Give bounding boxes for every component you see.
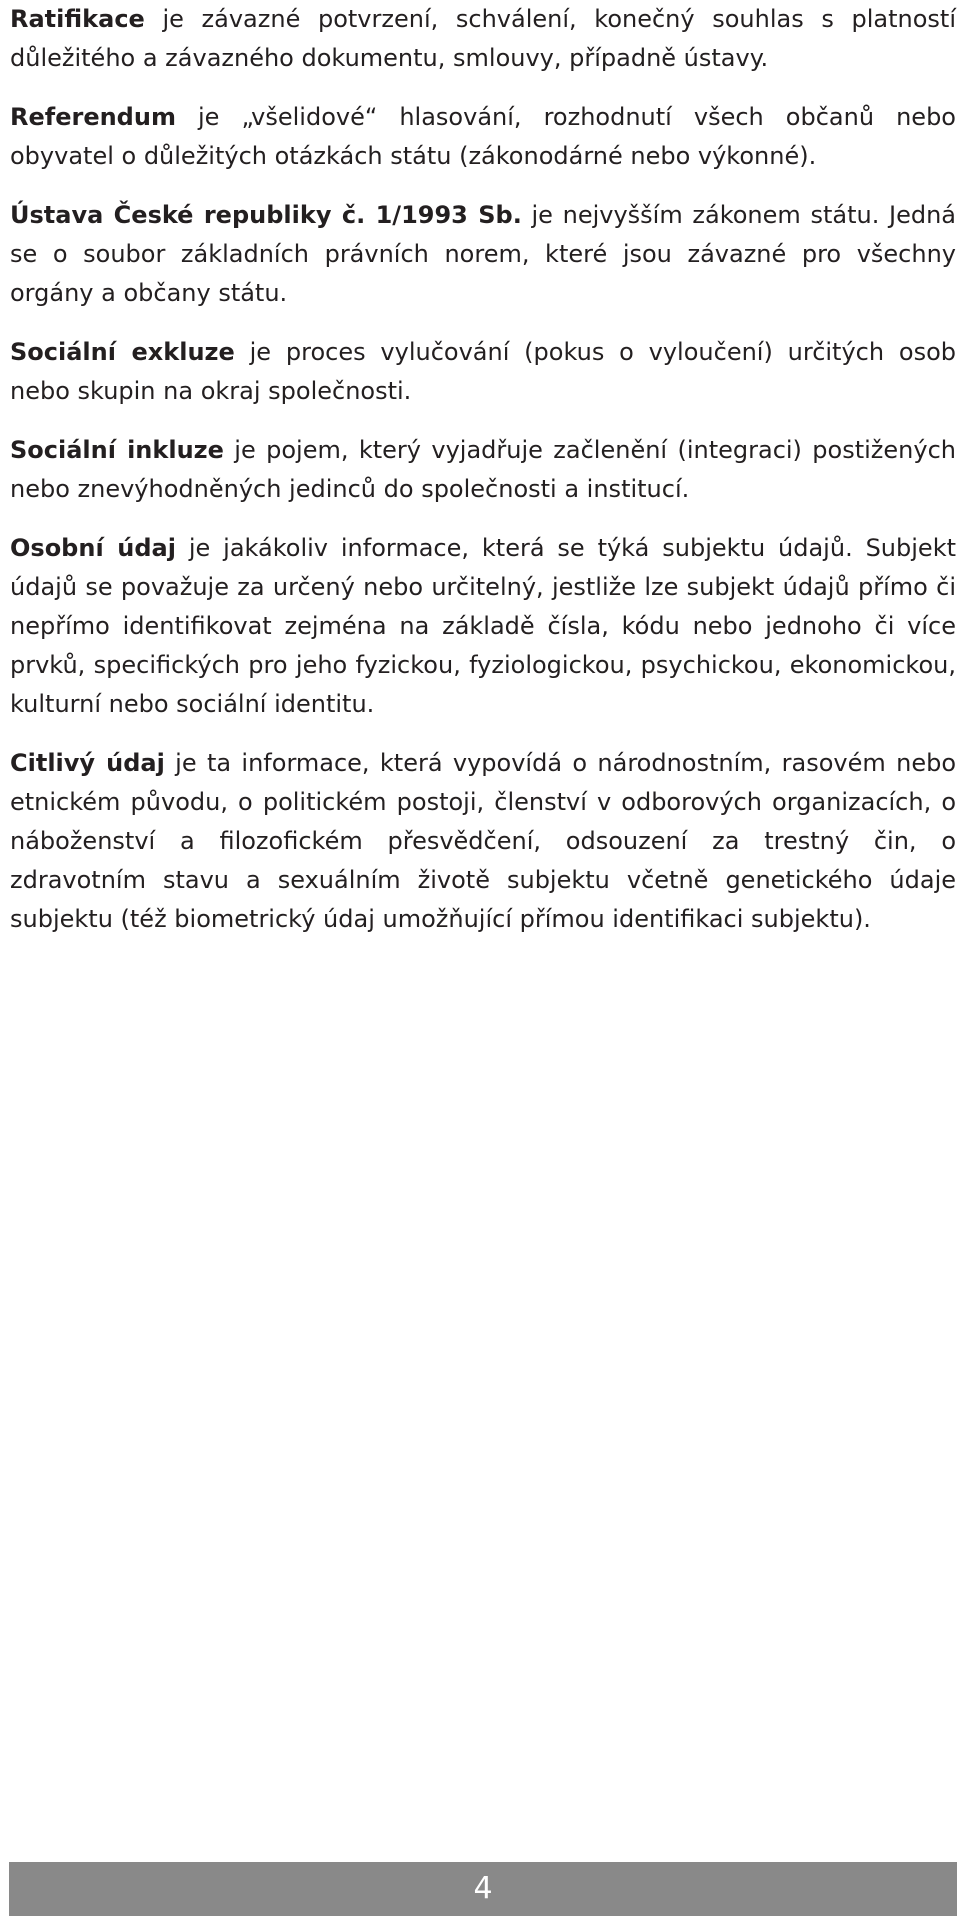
term-osobni-udaj: Osobní údaj: [10, 534, 176, 562]
definition-text-osobni-udaj: je jakákoliv informace, která se týká subjektu údajů. Subjekt údajů se považuje za určený nebo určitelný, jestliže lze subjekt údajů přímo či nepřímo identifikovat zejména na základě čísla, kódu nebo jednoho či více prvků, specifických pro jeho fyzickou, fyziologickou, psychickou, ekonomickou, kulturní nebo sociální identitu.: [10, 534, 956, 718]
page-footer-bar: [9, 1862, 957, 1916]
definition-text-socialni-inkluze: je pojem, který vyjadřuje začlenění (integraci) postižených nebo znevýhodněných jedinců do společnosti a institucí.: [10, 436, 956, 503]
definition-ustava: [10, 196, 956, 313]
term-ratifikace: Ratifikace: [10, 5, 145, 33]
definition-socialni-exkluze: [10, 333, 956, 411]
term-socialni-inkluze: Sociální inkluze: [10, 436, 224, 464]
definition-referendum: [10, 98, 956, 176]
term-socialni-exkluze: Sociální exkluze: [10, 338, 235, 366]
definition-text-socialni-exkluze: je proces vylučování (pokus o vyloučení) určitých osob nebo skupin na okraj společnosti.: [10, 338, 957, 405]
definition-citlivy-udaj: [10, 744, 956, 939]
definition-text-referendum: je „všelidové“ hlasování, rozhodnutí všech občanů nebo obyvatel o důležitých otázkách státu (zákonodárné nebo výkonné).: [10, 103, 956, 170]
definition-text-ustava: je nejvyšším zákonem státu. Jedná se o soubor základních právních norem, které jsou závazné pro všechny orgány a občany státu.: [10, 201, 956, 307]
definition-osobni-udaj: [10, 529, 956, 724]
definition-ratifikace: [10, 0, 956, 78]
term-referendum: Referendum: [10, 103, 176, 131]
definition-socialni-inkluze: [10, 431, 956, 509]
page-number: 4: [473, 1871, 493, 1906]
definition-text-ratifikace: je závazné potvrzení, schválení, konečný souhlas s platností důležitého a závazného dokumentu, smlouvy, případně ústavy.: [10, 5, 956, 72]
glossary-content: [10, 0, 956, 939]
term-ustava: Ústava České republiky č. 1/1993 Sb.: [10, 201, 522, 229]
definition-text-citlivy-udaj: je ta informace, která vypovídá o národnostním, rasovém nebo etnickém původu, o politickém postoji, členství v odborových organizacích, o náboženství a filozofickém přesvědčení, odsouzení za trestný čin, o zdravotním stavu a sexuálním životě subjektu včetně genetického údaje subjektu (též biometrický údaj umožňující přímou identifikaci subjektu).: [10, 749, 956, 933]
term-citlivy-udaj: Citlivý údaj: [10, 749, 165, 777]
